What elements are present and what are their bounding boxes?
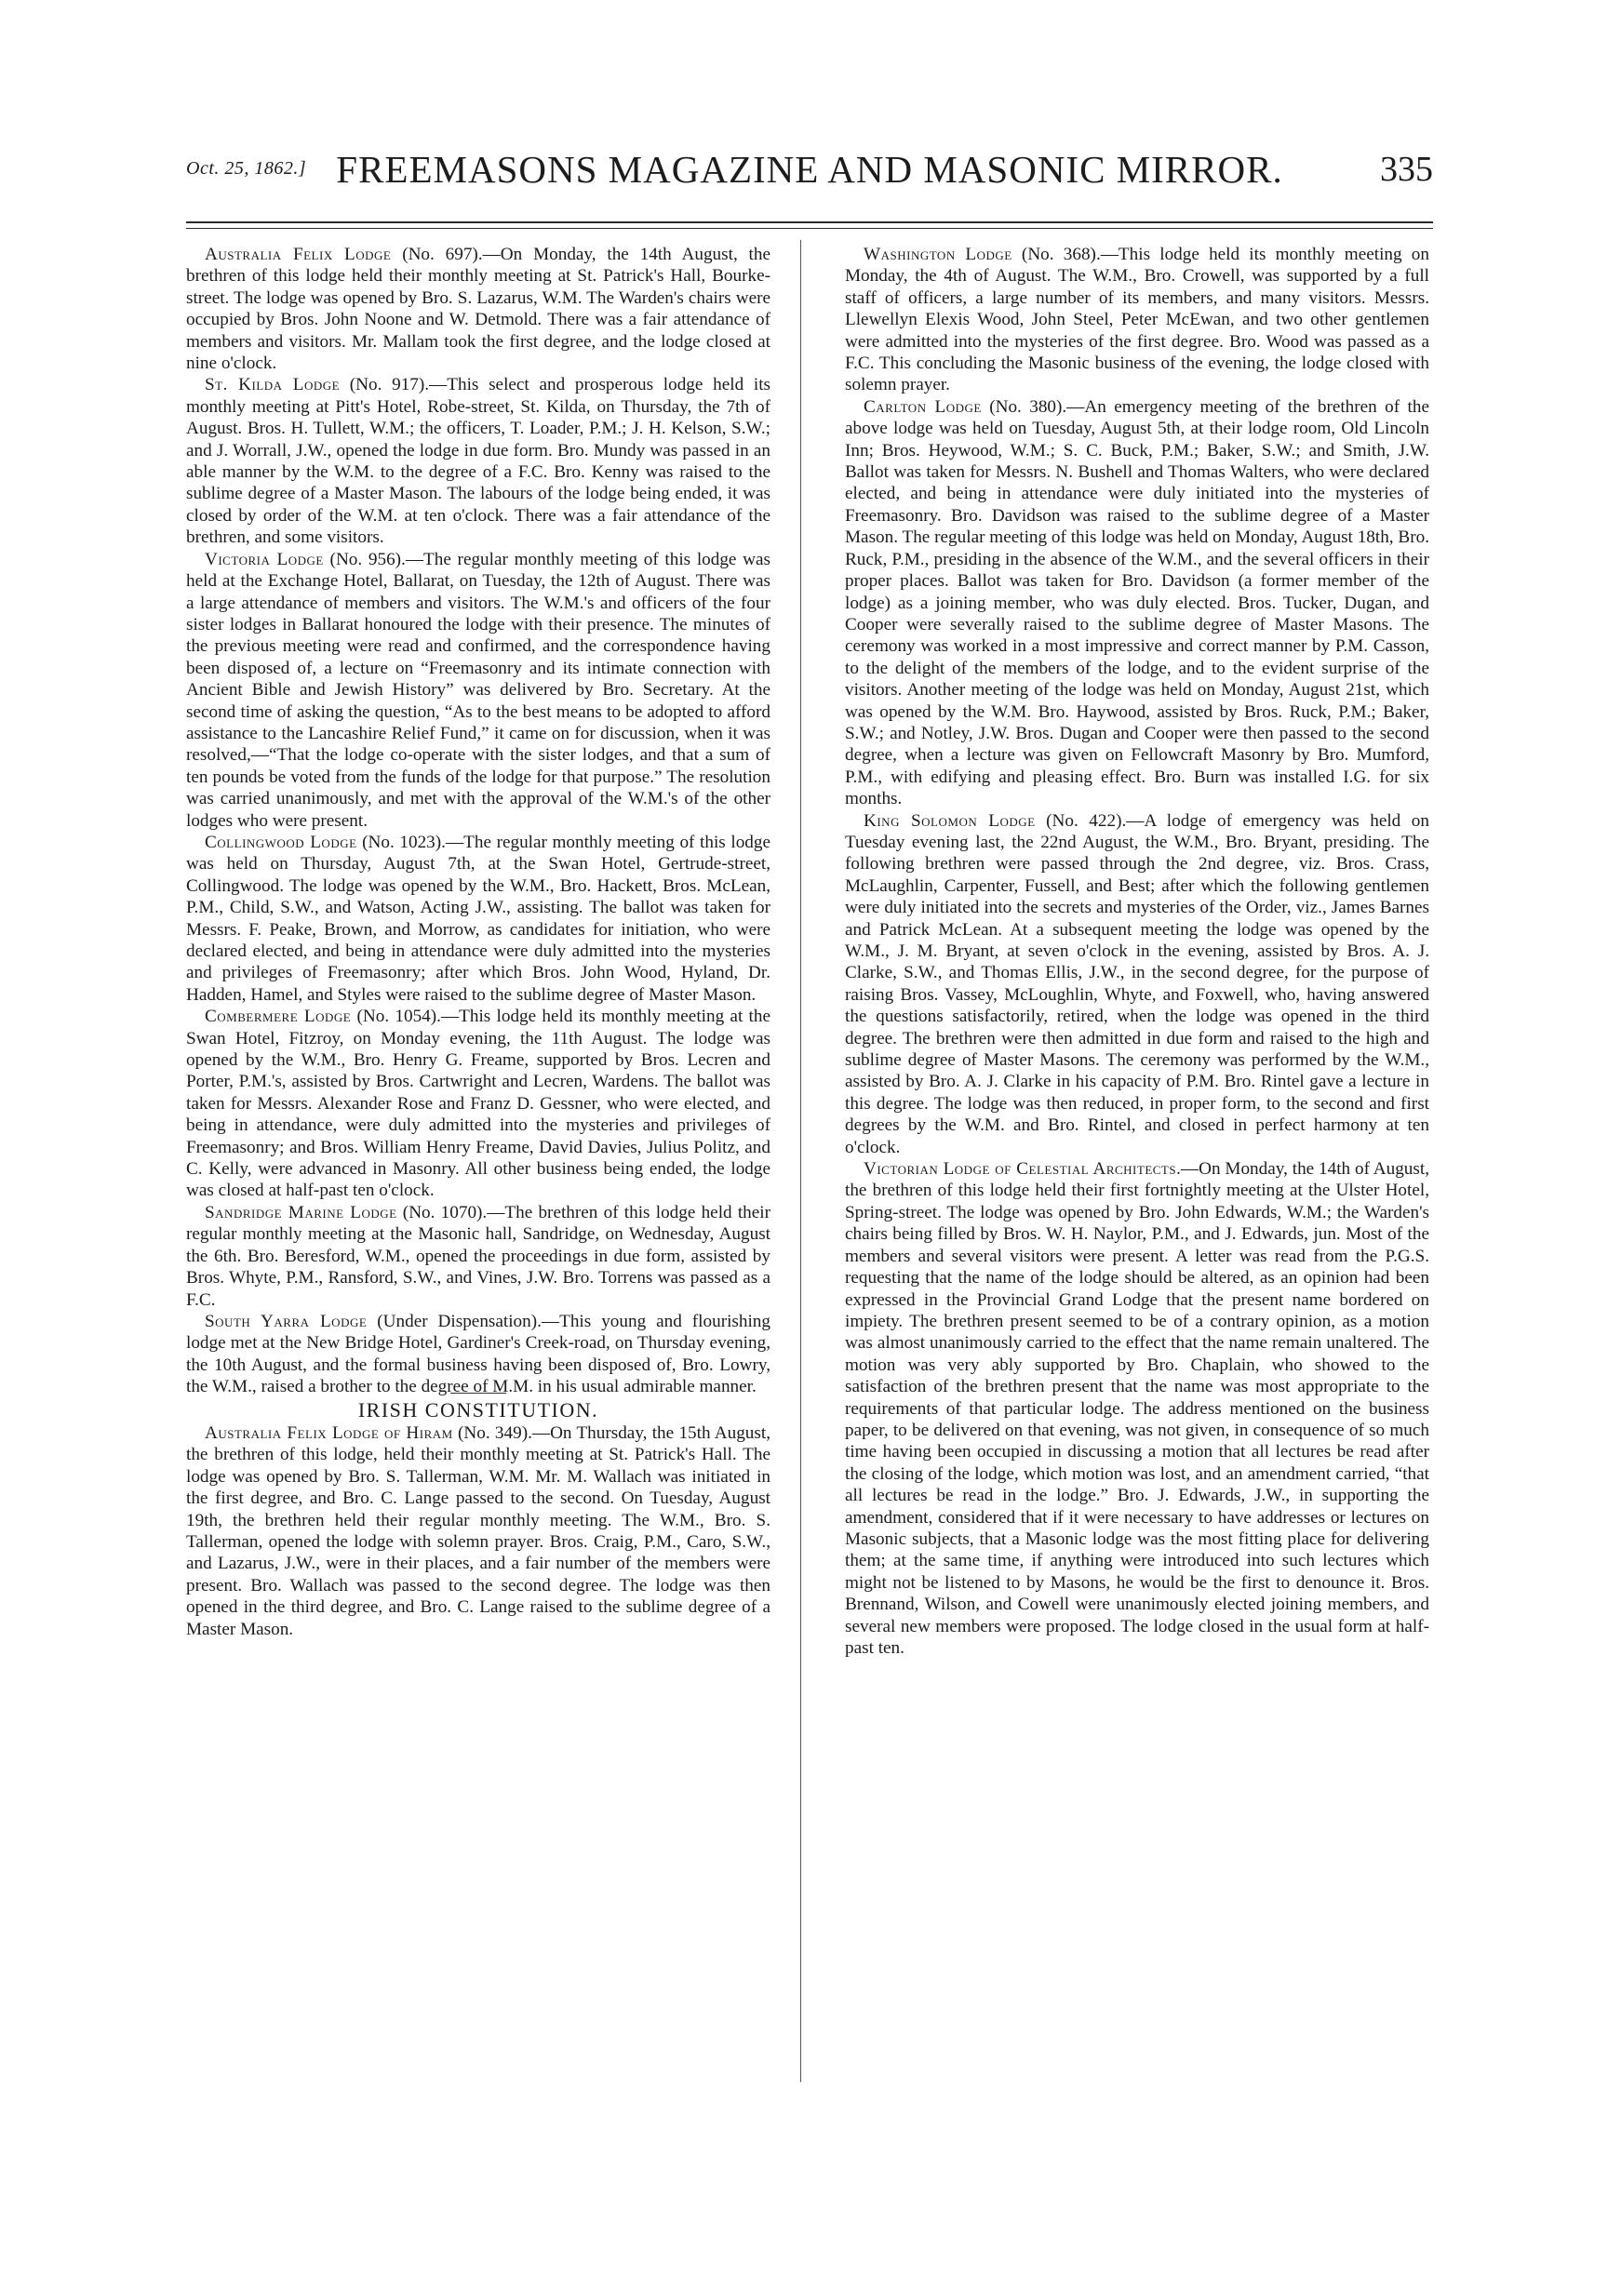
article-lead: St. Kilda Lodge xyxy=(205,375,341,395)
article-paragraph xyxy=(186,1311,770,1398)
page-number: 335 xyxy=(1380,150,1433,189)
article-paragraph xyxy=(186,244,770,374)
article-lead: Combermere Lodge xyxy=(205,1007,352,1027)
article-lead: Australia Felix Lodge xyxy=(205,245,392,264)
issue-date: Oct. 25, 1862.] xyxy=(186,158,307,179)
article-body: (No. 697).—On Monday, the 14th August, the brethren of this lodge held their monthly meeting at St. Patrick's Hall, Bourke-street. The lodge was opened by Bro. S. Lazarus, W.M. The Warden's chairs were occupied by Bros. John Noone and W. Detmold. There was a fair attendance of members and visitors. Mr. Mallam took the first degree, and the lodge closed at nine o'clock. xyxy=(186,245,770,374)
article-lead: Victoria Lodge xyxy=(205,549,324,569)
article-paragraph xyxy=(186,1422,770,1640)
article-lead: Collingwood Lodge xyxy=(205,832,357,852)
article-lead: Australia Felix Lodge of Hiram xyxy=(205,1422,453,1443)
right-column xyxy=(845,244,1429,1659)
article-lead: Victorian Lodge of Celestial Architects xyxy=(864,1159,1177,1180)
article-paragraph xyxy=(186,1202,770,1311)
article-paragraph xyxy=(845,1158,1429,1659)
column-divider xyxy=(800,240,801,2082)
article-body: (No. 349).—On Thursday, the 15th August, the brethren of this lodge, held their monthly meeting at St. Patrick's Hall. The lodge was opened by Bro. S. Tallerman, W.M. Mr. M. Wallach was initiated in the first degree, and Bro. C. Lange passed to the second. On Tuesday, August 19th, the brethren held their regular monthly meeting. The W.M., Bro. S. Tallerman, opened the lodge with solemn prayer. Bros. Craig, P.M., Caro, S.W., and Lazarus, J.W., were in their places, and a fair number of the members were present. Bro. Wallach was passed to the second degree. The lodge was then opened in the third degree, and Bro. C. Lange raised to the sublime degree of a Master Mason. xyxy=(186,1422,770,1639)
article-paragraph xyxy=(845,244,1429,396)
article-lead: South Yarra Lodge xyxy=(205,1311,368,1331)
publication-title: FREEMASONS MAGAZINE AND MASONIC MIRROR. xyxy=(336,148,1283,191)
article-body: (Under Dispensation).—This young and flourishing lodge met at the New Bridge Hotel, Gardiner's Creek-road, on Thursday evening, the 10th August, and the formal business having been disposed of, Bro. Lowry, the W.M., raised a brother to the degree of M.M. in his usual admirable manner. xyxy=(186,1311,770,1397)
article-body: (No. 1054).—This lodge held its monthly meeting at the Swan Hotel, Fitzroy, on Monday evening, the 11th August. The lodge was opened by the W.M., Bro. Henry G. Freame, supported by Bros. Lecren and Porter, P.M.'s, assisted by Bros. Cartwright and Lecren, Wardens. The ballot was taken for Messrs. Alexander Rose and Franz D. Gessner, who were elected, and being in attendance, were duly admitted into the mysteries and privileges of Freemasonry; and Bros. William Henry Freame, David Davies, Julius Politz, and C. Kelly, were advanced in Masonry. All other business being ended, the lodge was closed at half-past ten o'clock. xyxy=(186,1007,770,1201)
article-body: (No. 1023).—The regular monthly meeting of this lodge was held on Thursday, August 7th, at the Swan Hotel, Gertrude-street, Collingwood. The lodge was opened by the W.M., Bro. Hackett, Bros. McLean, P.M., Child, S.W., and Watson, Acting J.W., assisting. The ballot was taken for Messrs. F. Peake, Brown, and Morrow, as candidates for initiation, who were declared elected, and being in attendance were duly admitted into the mysteries and privileges of Freemasonry; after which Bros. John Wood, Hyland, Dr. Hadden, Hamel, and Styles were raised to the sublime degree of Master Mason. xyxy=(186,832,771,1005)
article-lead: King Solomon Lodge xyxy=(864,810,1036,831)
article-lead: Carlton Lodge xyxy=(864,396,982,417)
article-body: (No. 368).—This lodge held its monthly meeting on Monday, the 4th of August. The W.M., Bro. Crowell, was supported by a full staff of officers, a large number of its members, and many visitors. Messrs. Llewellyn Elexis Wood, John Steel, Peter McEwan, and two other gentlemen were admitted into the mysteries of the first degree. Bro. Wood was passed as a F.C. This concluding the Masonic business of the evening, the lodge closed with solemn prayer. xyxy=(845,245,1429,395)
article-body: (No. 917).—This select and prosperous lodge held its monthly meeting at Pitt's Hotel, Robe-street, St. Kilda, on Thursday, the 7th of August. Bros. H. Tullett, W.M.; the officers, T. Loader, P.M.; J. H. Kelson, S.W.; and J. Worrall, J.W., opened the lodge in due form. Bro. Mundy was passed in an able manner by the W.M. to the degree of a F.C. Bro. Kenny was raised to the sublime degree of a Master Mason. The labours of the lodge being ended, it was closed by order of the W.M. at ten o'clock. There was a fair attendance of the brethren, and some visitors. xyxy=(186,375,771,548)
header-rule-thin xyxy=(186,228,1433,229)
article-paragraph xyxy=(186,549,770,832)
article-paragraph xyxy=(186,832,770,1006)
article-lead: Sandridge Marine Lodge xyxy=(205,1202,397,1222)
article-body: (No. 956).—The regular monthly meeting of this lodge was held at the Exchange Hotel, Ballarat, on Tuesday, the 12th of August. There was a large attendance of members and visitors. The W.M.'s and officers of the four sister lodges in Ballarat honoured the lodge with their presence. The minutes of the previous meeting were read and confirmed, and the correspondence having been disposed of, a lecture on “Freemasonry and its intimate connection with Ancient Bible and Jewish History” was delivered by Bro. Secretary. At the second time of asking the question, “As to the best means to be adopted to afford assistance to the Lancashire Relief Fund,” it came on for discussion, when it was resolved,—“That the lodge co-operate with the sister lodges, and that a sum of ten pounds be voted from the funds of the lodge for that purpose.” The resolution was carried unanimously, and met with the approval of the W.M.'s of the other lodges who were present. xyxy=(186,549,770,831)
article-body: (No. 380).—An emergency meeting of the brethren of the above lodge was held on Tuesday, August 5th, at their lodge room, Old Lincoln Inn; Bros. Heywood, W.M.; S. C. Buck, P.M.; Baker, S.W.; and Smith, J.W. Ballot was taken for Messrs. N. Bushell and Thomas Walters, who were declared elected, and being in attendance were duly initiated into the mysteries of Freemasonry. Bro. Davidson was raised to the sublime degree of a Master Mason. The regular meeting of this lodge was held on Monday, August 18th, Bro. Ruck, P.M., presiding in the absence of the W.M., and the several officers in their proper places. Ballot was taken for Bro. Davidson (a former member of the lodge) as a joining member, who was duly elected. Bros. Tucker, Dugan, and Cooper were severally raised to the sublime degree of Master Masons. The ceremony was worked in a most impressive and correct manner by P.M. Casson, to the delight of the members of the lodge, and to the evident surprise of the visitors. Another meeting of the lodge was held on Monday, August 21st, which was opened by the W.M. Bro. Haywood, assisted by Bros. Ruck, P.M.; Baker, S.W.; and Notley, J.W. Bros. Dugan and Cooper were then passed to the second degree, when a lecture was given on Fellowcraft Masonry by Bro. Mumford, P.M., with edifying and pleasing effect. Bro. Burn was installed I.G. for six months. xyxy=(845,396,1429,809)
article-paragraph xyxy=(186,374,770,548)
article-lead: Washington Lodge xyxy=(864,245,1012,264)
article-paragraph xyxy=(845,396,1429,810)
article-body: (No. 422).—A lodge of emergency was held on Tuesday evening last, the 22nd August, the W.M., Bro. Bryant, presiding. The following brethren were passed through the 2nd degree, viz. Bros. Crass, McLaughlin, Carpenter, Fussell, and Best; after which the following gentlemen were duly initiated into the secrets and mysteries of the Order, viz., James Barnes and Patrick McLean. At a subsequent meeting the lodge was opened by the W.M., J. M. Bryant, at seven o'clock in the evening, assisted by Bros. A. J. Clarke, S.W., and Thomas Ellis, J.W., in the second degree, for the purpose of raising Bros. Vassey, McLoughlin, Whyte, and Foxwell, who, having answered the questions satisfactorily, retired, when the lodge was opened in the third degree. The brethren were then admitted in due form and raised to the high and sublime degree of Master Masons. The ceremony was performed by the W.M., assisted by Bro. A. J. Clarke in his capacity of P.M. Bro. Rintel gave a lecture in this degree. The lodge was then reduced, in proper form, to the second and first degrees by the W.M. and Bro. Rintel, and closed in perfect harmony at ten o'clock. xyxy=(845,810,1429,1157)
article-paragraph xyxy=(186,1006,770,1202)
masthead xyxy=(186,140,1433,195)
article-body: .—On Monday, the 14th of August, the brethren of this lodge held their first fortnightly meeting at the Ulster Hotel, Spring-street. The lodge was opened by Bro. John Edwards, W.M.; the Warden's chairs being filled by Bros. W. H. Naylor, P.M., and J. Edwards, jun. Most of the members and several visitors were present. A letter was read from the P.G.S. requesting that the name of the lodge should be altered, as an opinion had been expressed in the Provincial Grand Lodge that the present name bordered on impiety. The brethren present seemed to be of a contrary opinion, as a motion was almost unanimously carried to the effect that the name remain unaltered. The motion was very ably supported by Bro. Chaplain, who showed to the satisfaction of the brethren present that the name was most appropriate to the requirements of that particular lodge. The address mentioned on the business paper, to be delivered on that evening, was not given, in consequence of so much time having been occupied in discussing a motion that all lectures be read after the closing of the lodge, which motion was lost, and an amendment carried, “that all lectures be read in the lodge.” Bro. J. Edwards, J.W., in supporting the amendment, considered that if it were necessary to have addresses or lectures on Masonic subjects, that a Masonic lodge was the most fitting place for delivering them; at the same time, if anything were introduced into such lectures which might not be listened to by Masons, he would be the first to denounce it. Bros. Brennand, Wilson, and Cowell were unanimously elected joining members, and several new members were proposed. The lodge closed in the usual form at half-past ten. xyxy=(845,1159,1430,1658)
article-body: (No. 1070).—The brethren of this lodge held their regular monthly meeting at the Masonic hall, Sandridge, on Wednesday, August the 6th. Bro. Beresford, W.M., opened the proceedings in due form, assisted by Bros. Whyte, P.M., Ransford, S.W., and Vines, J.W. Bro. Torrens was passed as a F.C. xyxy=(186,1202,770,1310)
article-paragraph xyxy=(845,810,1429,1159)
section-heading: IRISH CONSTITUTION. xyxy=(357,1397,599,1422)
left-column xyxy=(186,244,770,1640)
header-rule xyxy=(186,221,1433,223)
